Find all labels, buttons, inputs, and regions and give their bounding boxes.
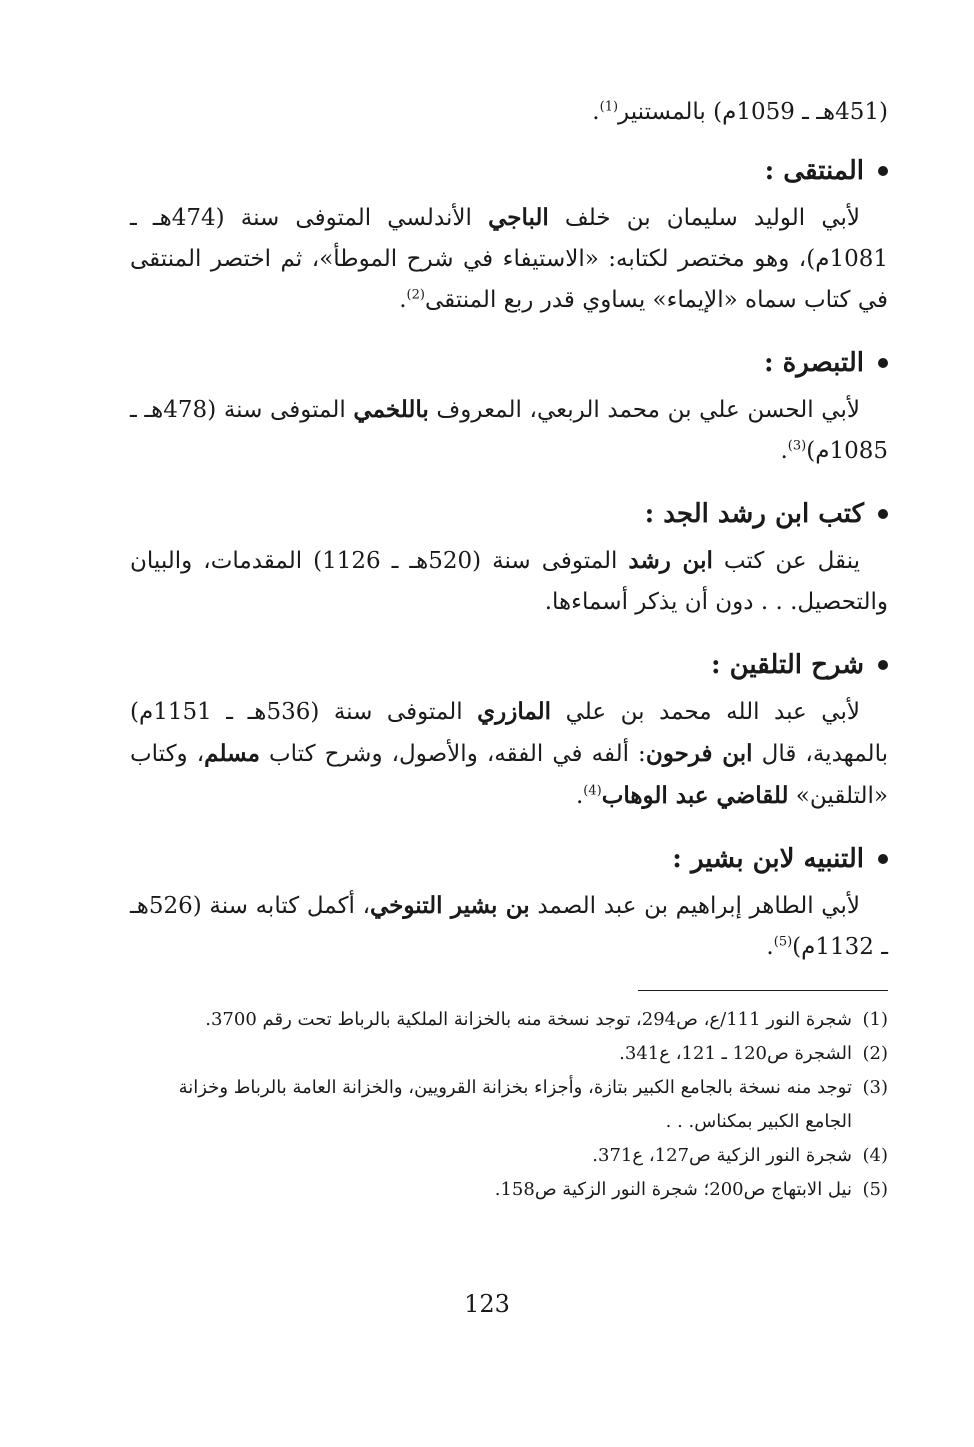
text-run: المتوفى سنة (536هـ ـ 1151م) بالمهدية، قال xyxy=(130,699,888,767)
text-run: . xyxy=(399,287,407,313)
footnote-item xyxy=(130,1173,888,1207)
footnote-number: (4) xyxy=(862,1145,888,1166)
entry-body xyxy=(130,885,888,968)
text-run: المتوفى سنة (520هـ ـ 1126) المقدمات، والبيان والتحصيل. . . دون أن يذكر أسماءها. xyxy=(130,548,888,615)
entry-title-text: التنبيه لابن بشير : xyxy=(672,844,864,874)
text-run: لأبي الوليد سليمان بن خلف xyxy=(548,205,861,231)
text-run: : ألفه في الفقه، والأصول، وشرح كتاب xyxy=(259,741,646,767)
footnote-text: نيل الابتهاج ص200؛ شجرة النور الزكية ص158. xyxy=(494,1179,852,1200)
footnote-item xyxy=(130,1071,888,1139)
text-run: ينقل عن كتب xyxy=(712,548,861,574)
footnote-text: توجد منه نسخة بالجامع الكبير بتازة، وأجزاء بخزانة القرويين، والخزانة العامة بالرباط وخزانة الجامع الكبير بمكناس. . . xyxy=(178,1077,852,1132)
footnote-text: شجرة النور 111/ع، ص294، توجد نسخة منه بالخزانة الملكية بالرباط تحت رقم 3700. xyxy=(205,1009,852,1030)
intro-text: (451هـ ـ 1059م) بالمستنير xyxy=(618,99,888,125)
text-run: ، وكتاب «التلقين» xyxy=(130,741,888,809)
entry-title-text: المنتقى : xyxy=(764,156,864,186)
text-run: الأندلسي المتوفى سنة (474هـ ـ 1081م)، وهو مختصر لكتابه: «الاستيفاء في شرح الموطأ»، ثم اختصر المنتقى في كتاب سماه «الإيماء» يساوي قدر ربع المنتقى xyxy=(130,205,888,313)
page-number: 123 xyxy=(464,1290,510,1318)
entry xyxy=(130,151,888,321)
entry-body xyxy=(130,540,888,623)
text-run: لأبي الحسن علي بن محمد الربعي، المعروف xyxy=(428,397,860,423)
footnotes-list xyxy=(130,1003,888,1207)
entry-title-text: التبصرة : xyxy=(763,348,864,378)
footnote-number: (2) xyxy=(862,1043,888,1064)
footnote-number: (5) xyxy=(862,1179,888,1200)
intro-end: . xyxy=(592,99,600,125)
text-run: لأبي عبد الله محمد بن علي xyxy=(551,699,860,725)
intro-continuation xyxy=(130,92,888,133)
footnote-number: (1) xyxy=(862,1009,888,1030)
bold-name: باللخمي xyxy=(353,396,429,423)
bullet-icon xyxy=(878,660,888,670)
bold-name: ابن فرحون xyxy=(645,740,753,767)
entry xyxy=(130,343,888,472)
footnote-item xyxy=(130,1003,888,1037)
entry xyxy=(130,494,888,623)
entries-list xyxy=(130,151,888,968)
entry-body xyxy=(130,691,888,817)
entry-title xyxy=(130,645,888,685)
bullet-icon xyxy=(878,166,888,176)
footnote-ref-1: (1) xyxy=(599,99,619,115)
bold-name: المازري xyxy=(477,698,552,725)
entry-body xyxy=(130,389,888,472)
footnote-ref: (4) xyxy=(583,783,602,799)
entry-title-text: شرح التلقين : xyxy=(710,650,864,680)
entry-title xyxy=(130,343,888,383)
bullet-icon xyxy=(878,509,888,519)
footnote-text: شجرة النور الزكية ص127، ع371. xyxy=(592,1145,852,1166)
text-run: . xyxy=(780,438,788,464)
footnote-text: الشجرة ص120 ـ 121، ع341. xyxy=(619,1043,852,1064)
text-run: المتوفى سنة (478هـ ـ 1085م) xyxy=(130,397,888,464)
bold-name: الباجي xyxy=(488,204,549,231)
entry-title-text: كتب ابن رشد الجد : xyxy=(644,499,864,529)
entry-title xyxy=(130,839,888,879)
footnote-separator xyxy=(638,990,888,991)
entry-body xyxy=(130,197,888,321)
bold-name: للقاضي عبد الوهاب xyxy=(601,782,789,809)
bullet-icon xyxy=(878,358,888,368)
entry xyxy=(130,839,888,968)
entry-title xyxy=(130,494,888,534)
footnote-item xyxy=(130,1139,888,1173)
bold-name: بن بشير التنوخي xyxy=(370,892,530,919)
entry xyxy=(130,645,888,817)
bold-name: ابن رشد xyxy=(628,547,713,574)
footnote-item xyxy=(130,1037,888,1071)
entry-title xyxy=(130,151,888,191)
text-run: . xyxy=(766,934,774,960)
text-run: لأبي الطاهر إبراهيم بن عبد الصمد xyxy=(529,893,860,919)
footnote-ref: (3) xyxy=(787,438,807,454)
bold-name: مسلم xyxy=(204,740,260,767)
footnote-ref: (5) xyxy=(773,934,793,950)
footnote-ref: (2) xyxy=(406,287,425,303)
text-run: ، أكمل كتابه سنة (526هـ ـ 1132م) xyxy=(130,893,888,960)
text-run: . xyxy=(575,783,584,809)
footnote-number: (3) xyxy=(862,1077,888,1098)
bullet-icon xyxy=(878,854,888,864)
